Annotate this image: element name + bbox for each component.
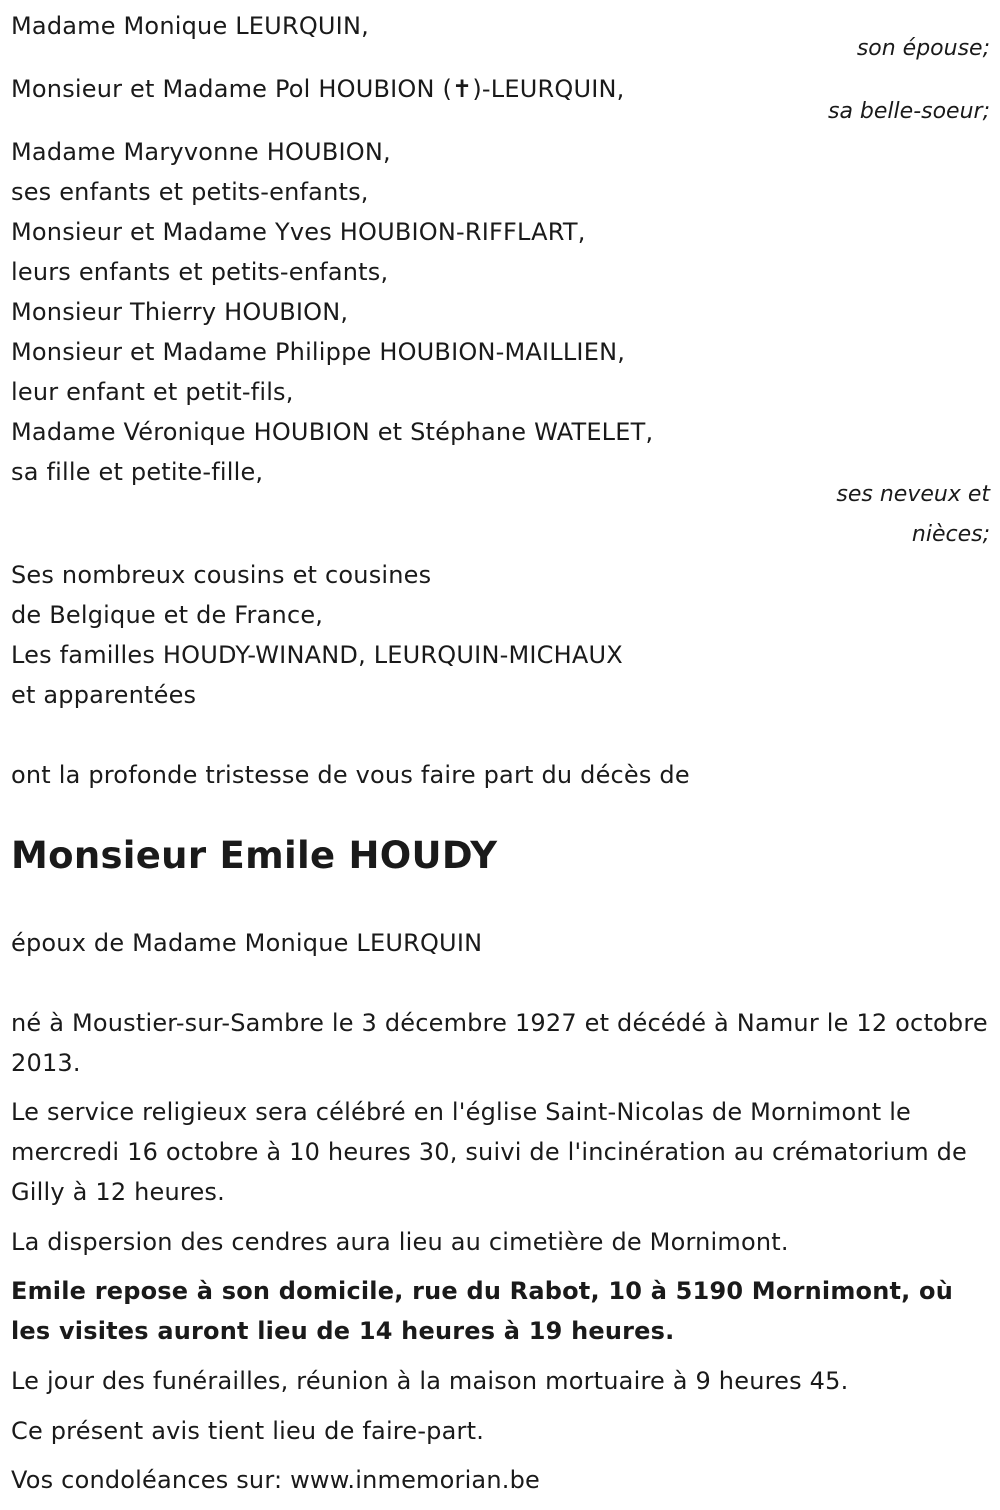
announcement-text: ont la profonde tristesse de vous faire part du décès de <box>11 761 690 789</box>
condolences-paragraph: Vos condoléances sur: www.inmemorian.be <box>11 1466 540 1494</box>
role-spouse: son épouse; <box>856 36 990 61</box>
role-nephews: ses neveux et <box>836 482 990 507</box>
dispersion-paragraph: La dispersion des cendres aura lieu au cimetière de Mornimont. <box>11 1228 789 1256</box>
nephew-line: sa fille et petite-fille, <box>11 458 264 486</box>
family-spouse-line: Madame Monique LEURQUIN, <box>11 12 369 40</box>
service-paragraph: Le service religieux sera célébré en l'église Saint-Nicolas de Mornimont le mercredi 16 octobre à 10 heures 30, suivi de l'incinération au crématorium de Gilly à 12 heures. <box>11 1098 968 1206</box>
relatives-line: de Belgique et de France, <box>11 601 324 629</box>
notice-paragraph: Ce présent avis tient lieu de faire-part. <box>11 1417 485 1445</box>
role-sister-in-law: sa belle-soeur; <box>828 99 990 124</box>
spouse-of: époux de Madame Monique LEURQUIN <box>11 929 483 957</box>
funeral-meeting-paragraph: Le jour des funérailles, réunion à la maison mortuaire à 9 heures 45. <box>11 1367 849 1395</box>
relatives-line: Ses nombreux cousins et cousines <box>11 561 432 589</box>
nephew-line: Madame Maryvonne HOUBION, <box>11 138 391 166</box>
family-sister-in-law-line: Monsieur et Madame Pol HOUBION (✝)-LEURQUIN, <box>11 75 625 103</box>
nephew-line: Monsieur et Madame Yves HOUBION-RIFFLART, <box>11 218 586 246</box>
nephew-line: Monsieur et Madame Philippe HOUBION-MAILLIEN, <box>11 338 626 366</box>
nephew-line: ses enfants et petits-enfants, <box>11 178 369 206</box>
nephew-line: leurs enfants et petits-enfants, <box>11 258 389 286</box>
role-nieces: nièces; <box>911 522 990 547</box>
birth-death-paragraph: né à Moustier-sur-Sambre le 3 décembre 1927 et décédé à Namur le 12 octobre 2013. <box>11 1009 988 1077</box>
visits-paragraph: Emile repose à son domicile, rue du Rabot, 10 à 5190 Mornimont, où les visites auront lieu de 14 heures à 19 heures. <box>11 1277 954 1345</box>
relatives-line: Les familles HOUDY-WINAND, LEURQUIN-MICHAUX <box>11 641 623 669</box>
nephew-line: Madame Véronique HOUBION et Stéphane WATELET, <box>11 418 654 446</box>
relatives-line: et apparentées <box>11 681 197 709</box>
nephew-line: Monsieur Thierry HOUBION, <box>11 298 349 326</box>
deceased-name: Monsieur Emile HOUDY <box>11 834 498 877</box>
nephew-line: leur enfant et petit-fils, <box>11 378 294 406</box>
